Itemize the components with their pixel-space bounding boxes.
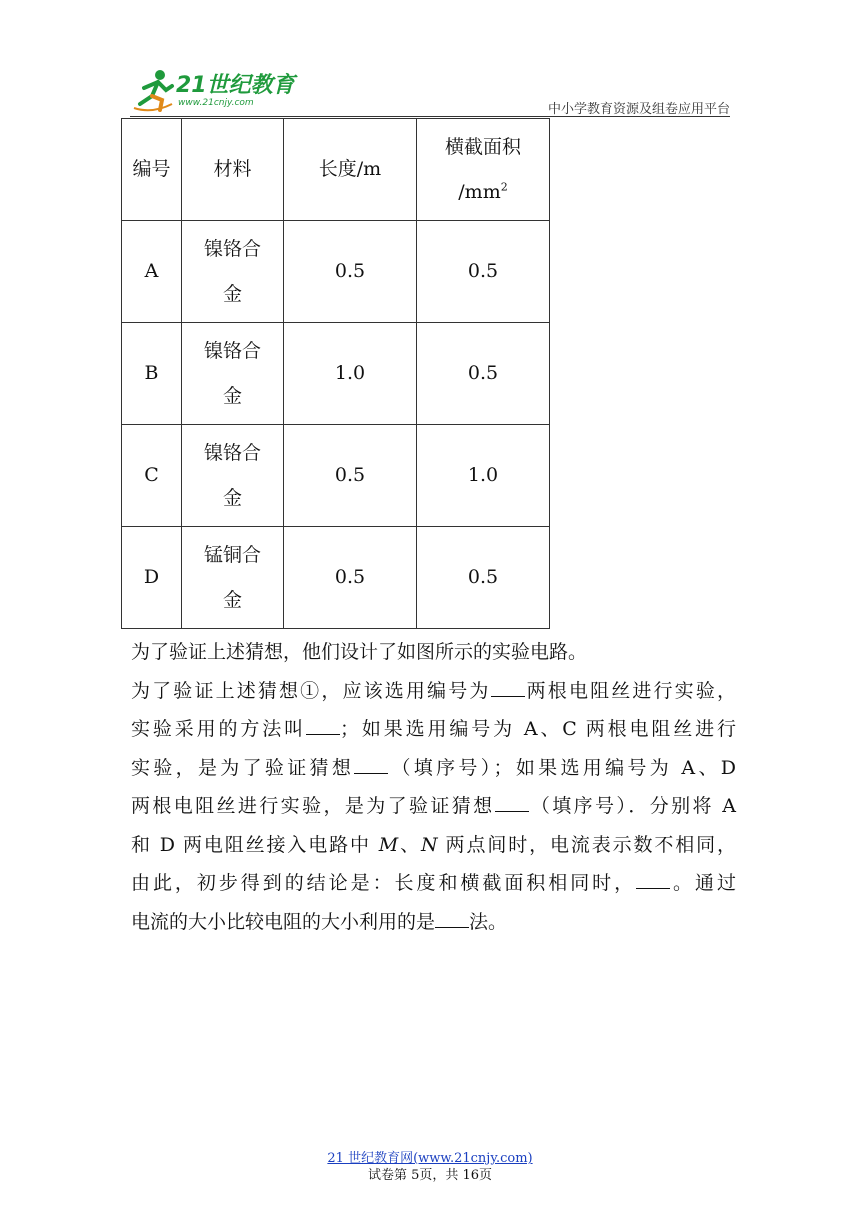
cell-area: 0.5	[417, 527, 550, 629]
text-line: 电流的大小比较电阻的大小利用的是 法。	[131, 903, 736, 942]
text-line: 为了验证上述猜想，他们设计了如图所示的实验电路。	[131, 641, 588, 663]
cell-id: A	[122, 221, 182, 323]
page-header	[130, 66, 730, 118]
footer-site-link[interactable]: 21 世纪教育网(www.21cnjy.com)	[327, 1151, 533, 1166]
cell-area: 1.0	[417, 425, 550, 527]
table-header-row	[122, 119, 550, 221]
answer-blank[interactable]	[491, 677, 525, 697]
cell-id: C	[122, 425, 182, 527]
cell-id: D	[122, 527, 182, 629]
page-footer	[0, 1150, 860, 1184]
logo	[130, 66, 295, 116]
cell-area: 0.5	[417, 221, 550, 323]
area-unit: /mm	[458, 180, 501, 203]
cell-material: 镍铬合 金	[182, 221, 284, 323]
answer-blank[interactable]	[495, 792, 529, 812]
cell-area: 0.5	[417, 323, 550, 425]
area-unit-exponent: 2	[500, 180, 508, 194]
wire-table	[121, 118, 550, 629]
logo-text: 21世纪教育	[176, 73, 295, 98]
cell-length: 0.5	[284, 425, 417, 527]
table-row	[122, 221, 550, 323]
table-row	[122, 527, 550, 629]
page-number: 试卷第 5页，共 16页	[367, 1168, 493, 1183]
platform-title: 中小学教育资源及组卷应用平台	[547, 102, 730, 117]
header-cell-area	[417, 119, 550, 221]
answer-blank[interactable]	[435, 908, 469, 928]
area-label: 横截面积	[444, 135, 521, 158]
cell-length: 0.5	[284, 221, 417, 323]
cell-material: 镍铬合 金	[182, 323, 284, 425]
text-line: 实验采用的方法叫 ；如果选用编号为 A、C 两根电阻丝进行	[131, 710, 736, 749]
header-cell-id: 编号	[122, 119, 182, 221]
cell-material: 锰铜合 金	[182, 527, 284, 629]
cell-length: 0.5	[284, 527, 417, 629]
text-line: 为了验证上述猜想①，应该选用编号为 两根电阻丝进行实验，	[131, 672, 736, 711]
table-row	[122, 425, 550, 527]
question-text	[131, 633, 736, 941]
cell-length: 1.0	[284, 323, 417, 425]
runner-logo-icon	[132, 68, 176, 112]
answer-blank[interactable]	[306, 715, 340, 735]
cell-material: 镍铬合 金	[182, 425, 284, 527]
text-line: 两根电阻丝进行实验，是为了验证猜想 （填序号）．分别将 A	[131, 787, 736, 826]
header-cell-material: 材料	[182, 119, 284, 221]
answer-blank[interactable]	[636, 869, 670, 889]
cell-id: B	[122, 323, 182, 425]
header-divider	[130, 116, 730, 117]
header-cell-length: 长度/m	[284, 119, 417, 221]
text-line: 由此，初步得到的结论是：长度和横截面积相同时， 。通过	[131, 864, 736, 903]
text-line: 和 D 两电阻丝接入电路中 M、N 两点间时，电流表示数不相同，	[131, 833, 736, 856]
logo-url: www.21cnjy.com	[178, 98, 254, 108]
text-line: 实验，是为了验证猜想 （填序号）；如果选用编号为 A、D	[131, 749, 736, 788]
answer-blank[interactable]	[354, 754, 388, 774]
table-row	[122, 323, 550, 425]
